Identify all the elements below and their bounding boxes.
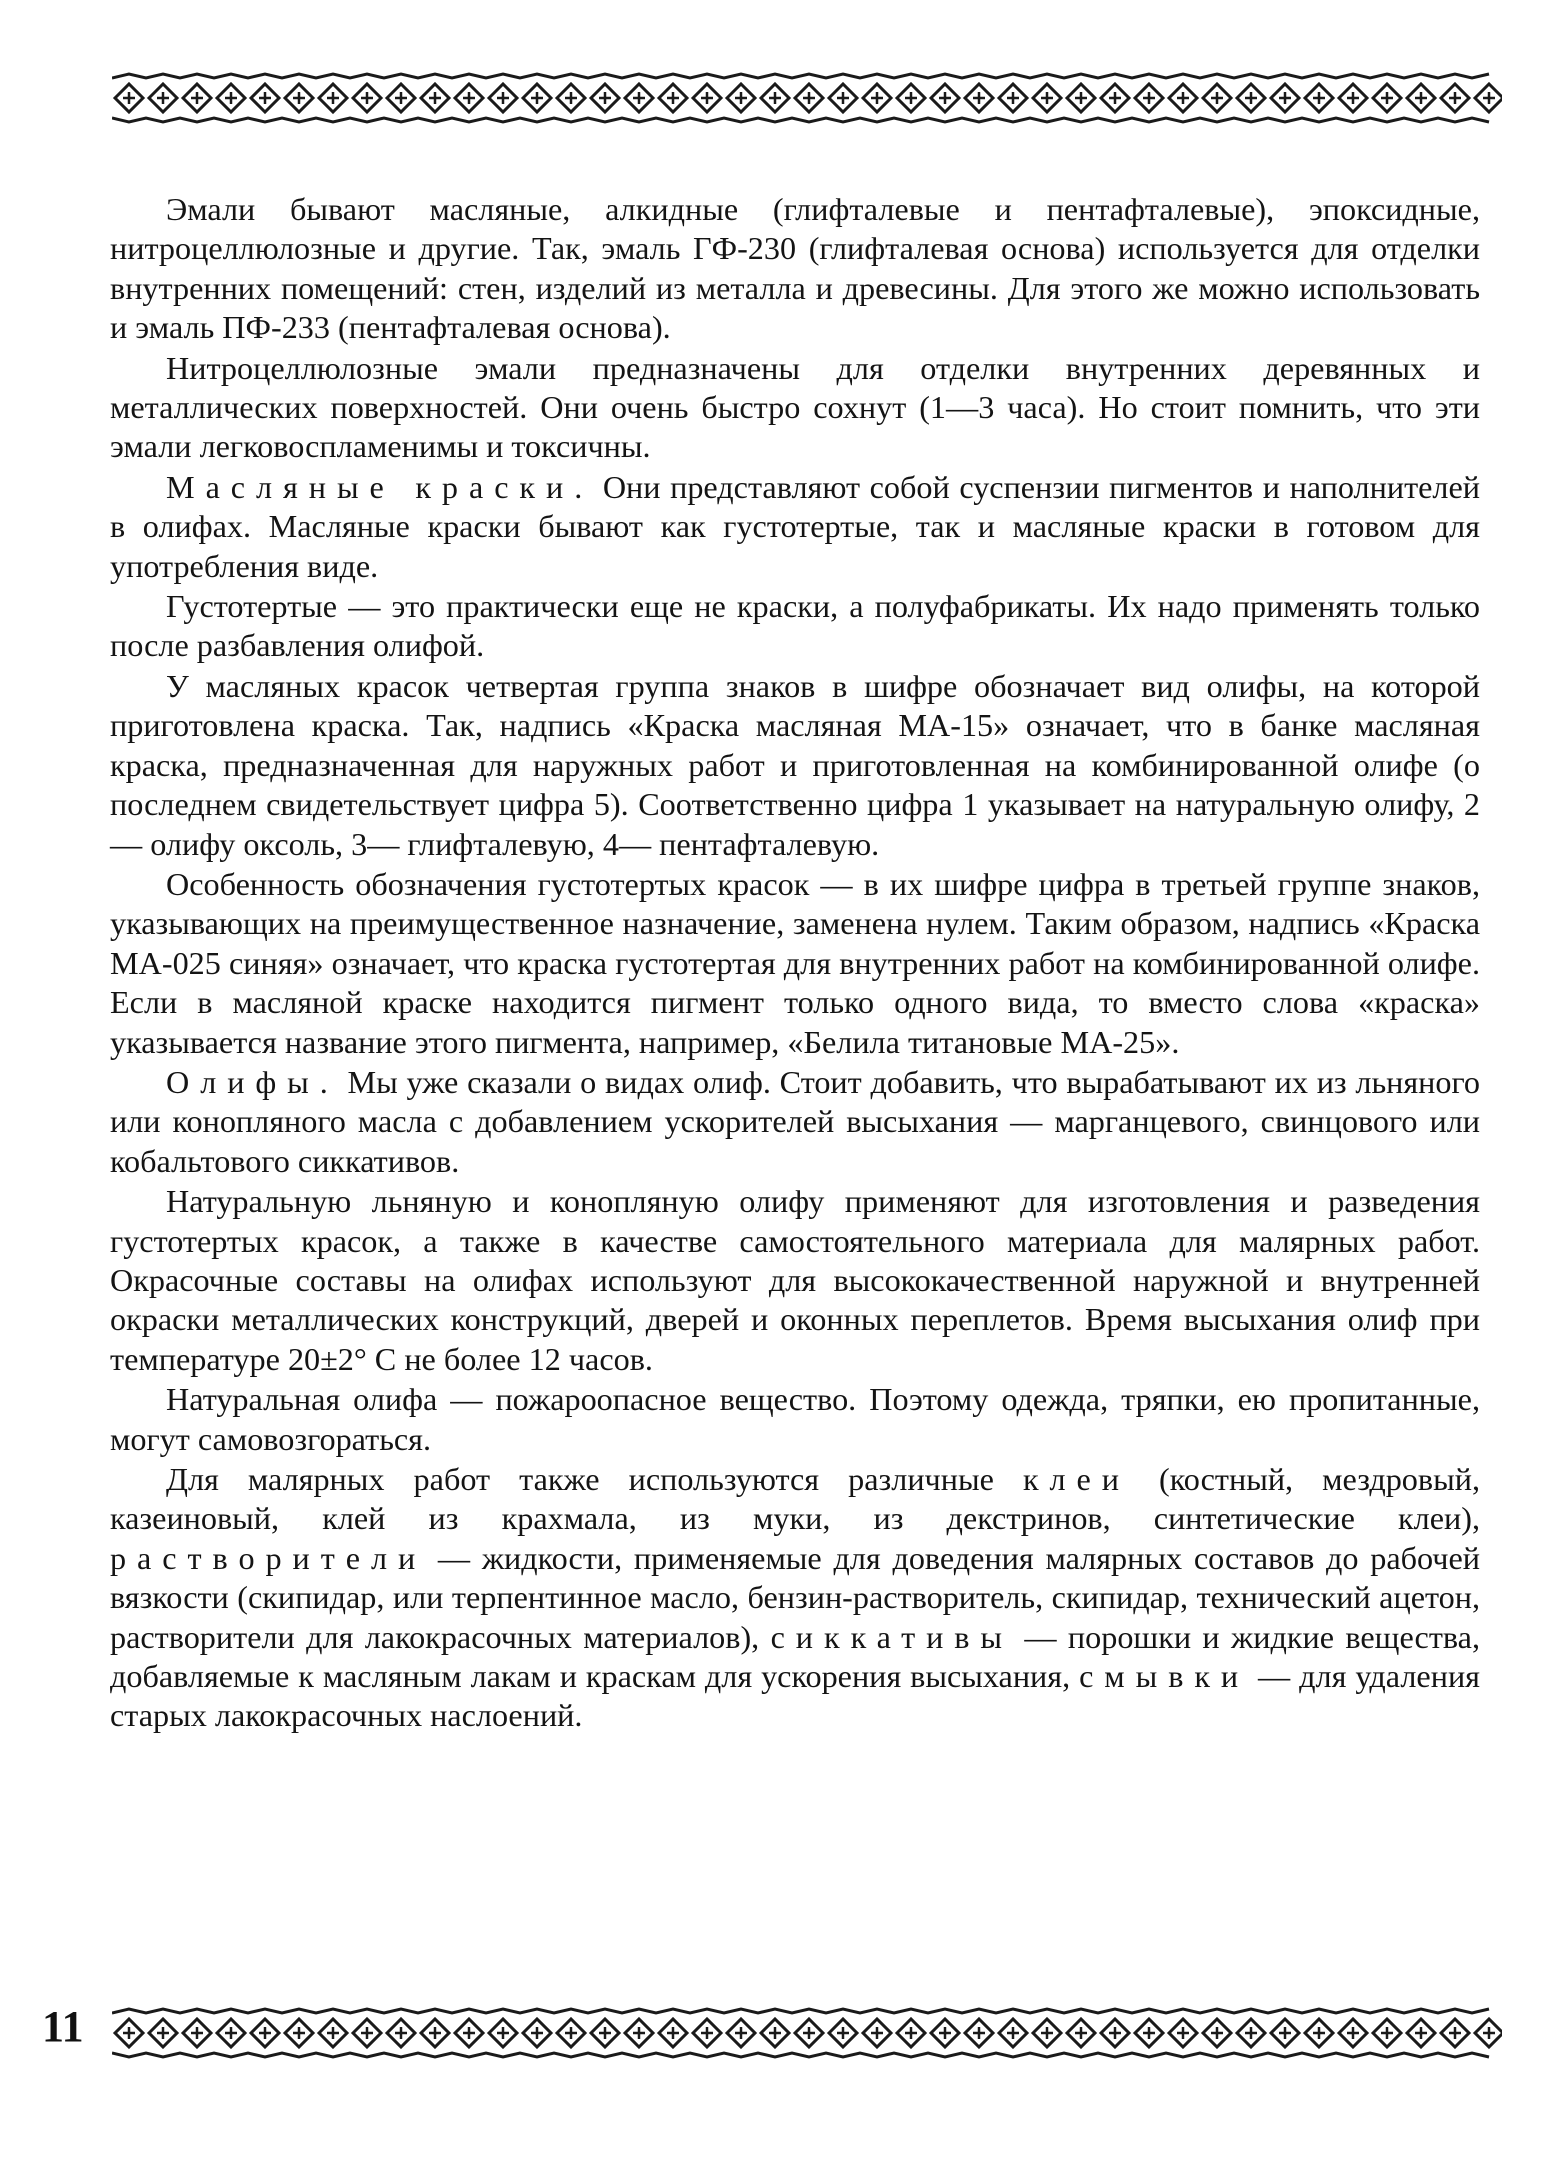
paragraph-10-text-c: — жидкости, применяемые для доведения малярных составов до рабочей вязкости (скипидар, или терпентинное масло, бензин-растворитель, скипидар, технический ацетон, растворители для лакокрасочных материалов), — [110, 1539, 1480, 1655]
paragraph-8 — [110, 1182, 1480, 1379]
paragraph-6 — [110, 865, 1480, 1062]
paragraph-3-text: Они представляют собой суспензии пигментов и наполнителей в олифах. Масляные краски бывают как густотертые, так и масляные краски в готовом для употребления виде. — [110, 468, 1480, 584]
paragraph-2 — [110, 349, 1480, 467]
paragraph-1-text: Эмали бывают масляные, алкидные (глифталевые и пентафталевые), эпоксидные, нитроцеллюлозные и другие. Так, эмаль ГФ-230 (глифталевая основа) используется для отделки внутренних помещений: стен, изделий из металла и древесины. Для этого же можно использовать и эмаль ПФ-233 (пентафталевая основа). — [110, 191, 1480, 346]
paragraph-7 — [110, 1063, 1480, 1181]
ornament-bottom-pattern — [112, 2005, 1502, 2061]
term-drying-oils: Олифы. — [166, 1063, 339, 1100]
paragraph-2-text: Нитроцеллюлозные эмали предназначены для отделки внутренних деревянных и металлических поверхностей. Они очень быстро сохнут (1—3 часа). Но стоит помнить, что эти эмали легковоспламенимы и токсичны. — [110, 349, 1480, 465]
paragraph-6-text: Особенность обозначения густотертых красок — в их шифре цифра в третьей группе знаков, указывающих на преимущественное назначение, заменена нулем. Таким образом, надпись «Краска МА-025 синяя» означает, что краска густотертая для внутренних работ на комбинированной олифе. Если в масляной краске находится пигмент только одного вида, то вместо слова «краска» указывается название этого пигмента, например, «Белила титановые МА-25». — [110, 865, 1480, 1060]
term-solvents: растворители — [110, 1539, 427, 1576]
paragraph-5-text: У масляных красок четвертая группа знаков в шифре обозначает вид олифы, на которой приготовлена краска. Так, надпись «Краска масляная МА-15» означает, что в банке масляная краска, предназначенная для наружных работ и приготовленная на комбинированной олифе (о последнем свидетельствует цифра 5). Соответственно цифра 1 указывает на натуральную олифу, 2— олифу оксоль, 3— глифталевую, 4— пентафталевую. — [110, 667, 1480, 862]
paragraph-8-text: Натуральную льняную и конопляную олифу применяют для изготовления и разведения густотертых красок, а также в качестве самостоятельного материала для малярных работ. Окрасочные составы на олифах используют для высококачественной наружной и внутренней окраски металлических конструкций, дверей и оконных переплетов. Время высыхания олиф при температуре 20±2° С не более 12 часов. — [110, 1183, 1480, 1377]
paragraph-10 — [110, 1460, 1480, 1736]
paragraph-9-text: Натуральная олифа — пожароопасное вещество. Поэтому одежда, тряпки, ею пропитанные, могут самовозгораться. — [110, 1381, 1480, 1457]
paragraph-4 — [110, 587, 1480, 666]
article-body — [110, 190, 1480, 1737]
paragraph-10-text-b: (костный, мездровый, казеиновый, клей из крахмала, из муки, из декстринов, синтетические клеи), — [110, 1461, 1481, 1537]
ornament-top-pattern — [112, 70, 1502, 126]
paragraph-1 — [110, 190, 1480, 348]
term-glues: клеи — [1022, 1461, 1130, 1497]
paragraph-9 — [110, 1380, 1480, 1459]
term-siccatives: сиккативы — [770, 1618, 1013, 1655]
term-removers: смывки — [1079, 1658, 1250, 1695]
paragraph-10-text-d: — порошки и жидкие вещества, добавляемые к масляным лакам и краскам для ускорения высыхания, — [110, 1618, 1480, 1695]
paragraph-3 — [110, 468, 1480, 586]
paragraph-10-text-e: — для удаления старых лакокрасочных наслоений. — [110, 1658, 1480, 1734]
page-number: 11 — [42, 2002, 84, 2051]
paragraph-7-text: Мы уже сказали о видах олиф. Стоит добавить, что вырабатывают их из льняного или конопляного масла с добавлением ускорителей высыхания — марганцевого, свинцового или кобальтового сиккативов. — [110, 1063, 1480, 1179]
term-oil-paints: Масляные краски. — [166, 468, 594, 505]
paragraph-5 — [110, 667, 1480, 864]
paragraph-10-text-a: Для малярных работ также используются различные — [166, 1461, 1023, 1497]
paragraph-4-text: Густотертые — это практически еще не краски, а полуфабрикаты. Их надо применять только после разбавления олифой. — [110, 588, 1480, 664]
ornament-bottom-border — [112, 2005, 1502, 2061]
ornament-top-border — [112, 70, 1502, 126]
